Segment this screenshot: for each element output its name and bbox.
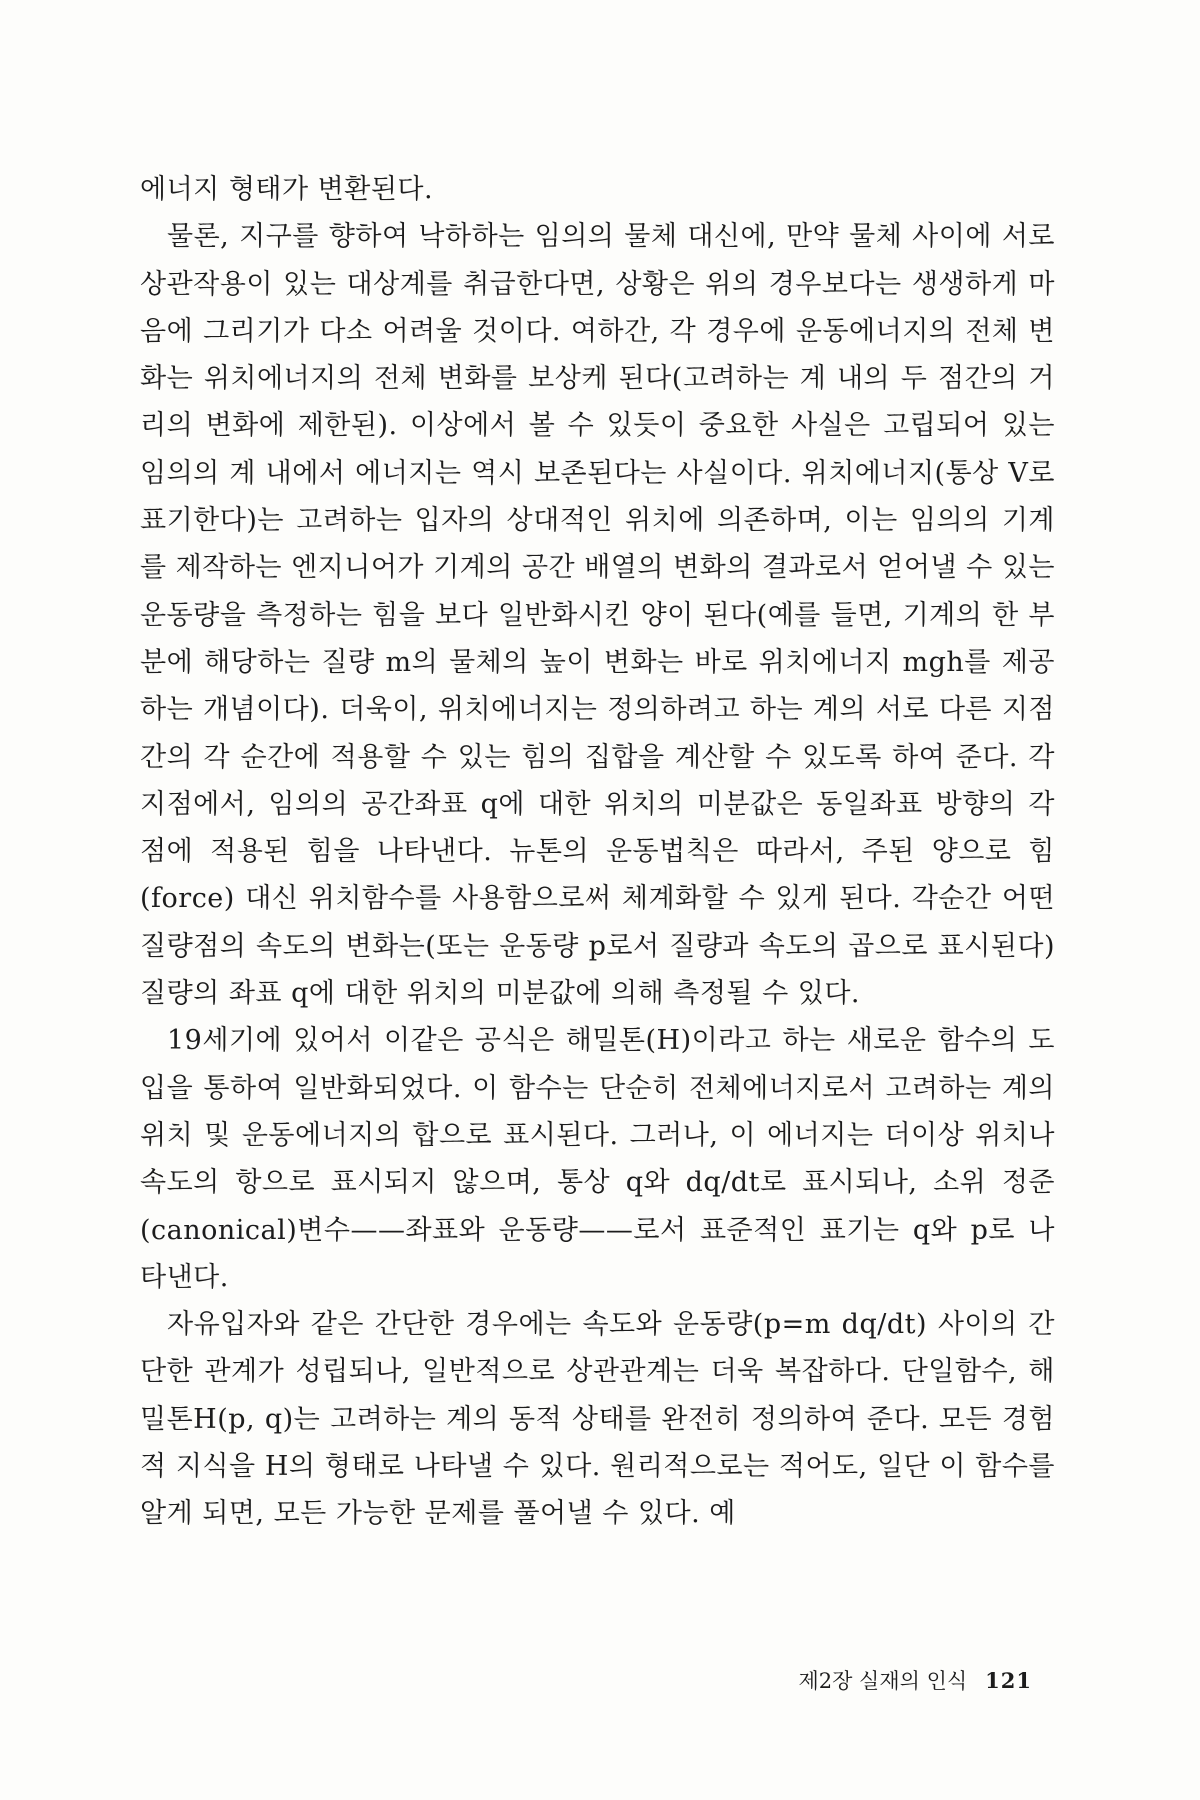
paragraph-3: 19세기에 있어서 이같은 공식은 해밀톤(H)이라고 하는 새로운 함수의 도입을 통하여 일반화되었다. 이 함수는 단순히 전체에너지로서 고려하는 계의 위치 및 운동에너지의 합으로 표시된다. 그러나, 이 에너지는 더이상 위치나 속도의 항으로 표시되지 않으며, 통상 q와 dq/dt로 표시되나, 소위 정준(canonical)변수——좌표와 운동량——로서 표준적인 표기는 q와 p로 나타낸다.	[140, 1025, 1055, 1293]
page-footer	[798, 1665, 1032, 1695]
body-text	[140, 166, 1055, 1538]
paragraph-1: 에너지 형태가 변환된다.	[140, 174, 434, 205]
chapter-title: 제2장 실재의 인식	[798, 1669, 968, 1693]
paragraph-2: 물론, 지구를 향하여 낙하하는 임의의 물체 대신에, 만약 물체 사이에 서로 상관작용이 있는 대상계를 취급한다면, 상황은 위의 경우보다는 생생하게 마음에 그리기가 다소 어려울 것이다. 여하간, 각 경우에 운동에너지의 전체 변화는 위치에너지의 전체 변화를 보상케 된다(고려하는 계 내의 두 점간의 거리의 변화에 제한된). 이상에서 볼 수 있듯이 중요한 사실은 고립되어 있는 임의의 계 내에서 에너지는 역시 보존된다는 사실이다. 위치에너지(통상 V로 표기한다)는 고려하는 입자의 상대적인 위치에 의존하며, 이는 임의의 기계를 제작하는 엔지니어가 기계의 공간 배열의 변화의 결과로서 얻어낼 수 있는 운동량을 측정하는 힘을 보다 일반화시킨 양이 된다(예를 들면, 기계의 한 부분에 해당하는 질량 m의 물체의 높이 변화는 바로 위치에너지 mgh를 제공하는 개념이다). 더욱이, 위치에너지는 정의하려고 하는 계의 서로 다른 지점간의 각 순간에 적용할 수 있는 힘의 집합을 계산할 수 있도록 하여 준다. 각 지점에서, 임의의 공간좌표 q에 대한 위치의 미분값은 동일좌표 방향의 각 점에 적용된 힘을 나타낸다. 뉴톤의 운동법칙은 따라서, 주된 양으로 힘(force) 대신 위치함수를 사용함으로써 체계화할 수 있게 된다. 각순간 어떤 질량점의 속도의 변화는(또는 운동량 p로서 질량과 속도의 곱으로 표시된다) 질량의 좌표 q에 대한 위치의 미분값에 의해 측정될 수 있다.	[140, 221, 1055, 1010]
paragraph-4: 자유입자와 같은 간단한 경우에는 속도와 운동량(p=m dq/dt) 사이의 간단한 관계가 성립되나, 일반적으로 상관관계는 더욱 복잡하다. 단일함수, 해밀톤H(p, q)는 고려하는 계의 동적 상태를 완전히 정의하여 준다. 모든 경험적 지식을 H의 형태로 나타낼 수 있다. 원리적으로는 적어도, 일단 이 함수를 알게 되면, 모든 가능한 문제를 풀어낼 수 있다. 예	[140, 1309, 1055, 1530]
page-number: 121	[985, 1668, 1032, 1693]
